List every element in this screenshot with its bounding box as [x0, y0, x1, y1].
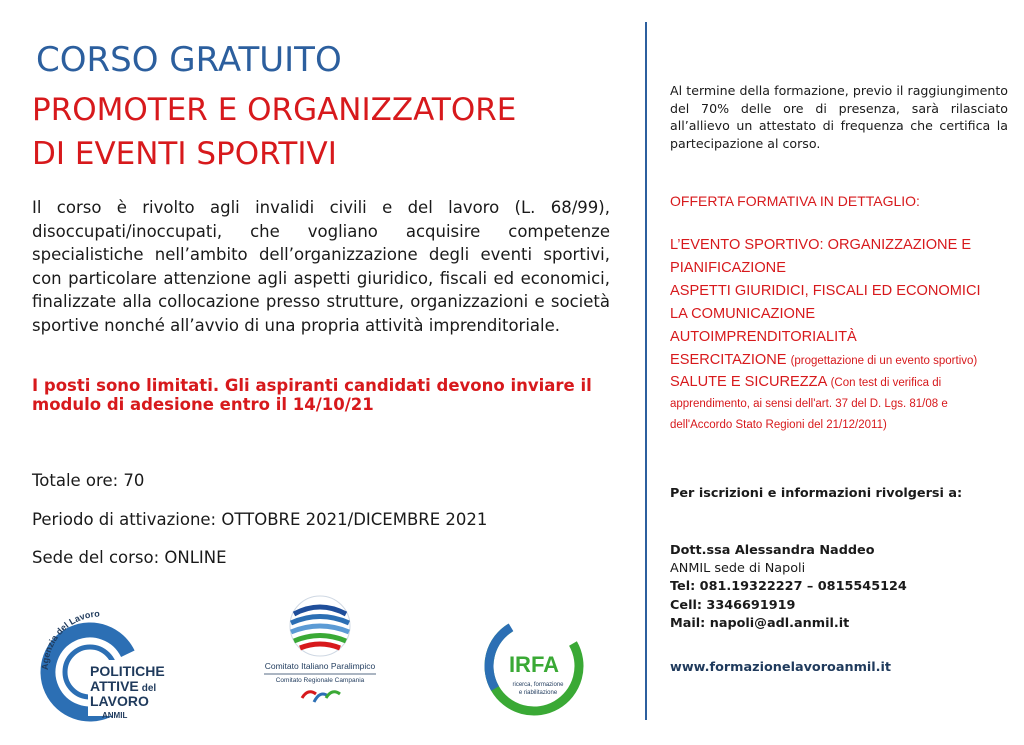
course-kicker: CORSO GRATUITO [36, 40, 342, 80]
offer-item-entrepreneurship: AUTOIMPRENDITORIALITÀ [670, 329, 857, 345]
contact-block [670, 542, 907, 633]
contact-cell: Cell: 3346691919 [670, 597, 796, 613]
course-title-line1: PROMOTER E ORGANIZZATORE [32, 92, 517, 128]
offer-item-communication: LA COMUNICAZIONE [670, 306, 816, 322]
cip-region: Comitato Regionale Campania [275, 677, 365, 684]
offer-item-exercise [670, 349, 1010, 372]
column-divider [645, 22, 647, 720]
right-column [670, 82, 1008, 675]
intro-paragraph: Il corso è rivolto agli invalidi civili e del lavoro (L. 68/99), disoccupati/inoccupati, che vogliano acquisire competenze specialistiche nell’ambito dell’organizzazione degli eventi sportivi, con particolare attenzione agli aspetti giuridico, fiscali ed economici, finalizzate alla collocazione presso strutture, organizzazioni e società sportive nonché all’avvio di una propria attività imprenditoriale. [32, 198, 610, 335]
contact-mail: Mail: napoli@adl.anmil.it [670, 615, 850, 631]
website-link[interactable]: www.formazionelavoroanmil.it [670, 660, 892, 675]
adl-line1: POLITICHE [90, 663, 165, 679]
irfa-tag2: e riabilitazione [518, 690, 558, 696]
adl-line2a: A [90, 678, 100, 694]
adl-arc-text: Agenzia del Lavoro [39, 608, 100, 671]
offer-item-safety [670, 372, 1010, 435]
course-location [32, 548, 227, 567]
offer-item-exercise-note: (progettazione di un evento sportivo) [790, 355, 978, 367]
offer-item-exercise-label: ESERCITAZIONE [670, 352, 787, 368]
adl-logo [28, 600, 178, 725]
adl-line2c: del [141, 683, 157, 694]
contact-name: Dott.ssa Alessandra Naddeo [670, 543, 875, 558]
limit-notice: I posti sono limitati. Gli aspiranti candidati devono inviare il modulo di adesione entro il 14/10/21 [32, 376, 592, 414]
paralympic-agitos-icon [302, 692, 340, 702]
course-title-line2: DI EVENTI SPORTIVI [32, 136, 337, 172]
offer-item-safety-note: (Con test di verifica di apprendimento, ai sensi dell'art. 37 del D. Lgs. 81/08 e dell'Accordo Stato Regioni del 21/12/2011) [670, 377, 948, 431]
adl-line3: LAVORO [90, 693, 149, 709]
offer-list [670, 234, 1010, 435]
total-hours: Totale ore: 70 [32, 471, 145, 490]
irfa-tag1: ricerca, formazione [512, 682, 564, 688]
certificate-note: Al termine della formazione, previo il raggiungimento del 70% delle ore di presenza, sarà rilasciato all’allievo un attestato di frequenza che certifica la partecipazione al corso. [670, 83, 1008, 151]
cip-name: Comitato Italiano Paralimpico [264, 661, 376, 671]
cip-logo [250, 590, 390, 720]
contact-org: ANMIL sede di Napoli [670, 561, 806, 577]
adl-line4: ANMIL [102, 711, 128, 720]
irfa-name: IRFA [508, 652, 560, 677]
contact-heading: Per iscrizioni e informazioni rivolgersi a: [670, 486, 963, 501]
offer-heading: OFFERTA FORMATIVA IN DETTAGLIO: [670, 193, 920, 209]
location-label: Sede del corso: [32, 548, 160, 567]
location-value: ONLINE [164, 548, 227, 567]
offer-item-legal: ASPETTI GIURIDICI, FISCALI ED ECONOMICI [670, 283, 981, 299]
cip-sphere-icon [290, 596, 350, 656]
offer-item-event: L’EVENTO SPORTIVO: ORGANIZZAZIONE E PIANIFICAZIONE [670, 237, 972, 276]
adl-line2b: TTIVE [99, 678, 139, 694]
course-title [32, 88, 632, 176]
offer-item-safety-label: SALUTE E SICUREZZA [670, 374, 827, 390]
contact-tel: Tel: 081.19322227 – 0815545124 [670, 579, 907, 595]
activation-period: Periodo di attivazione: OTTOBRE 2021/DICEMBRE 2021 [32, 510, 488, 529]
irfa-logo [482, 614, 586, 718]
